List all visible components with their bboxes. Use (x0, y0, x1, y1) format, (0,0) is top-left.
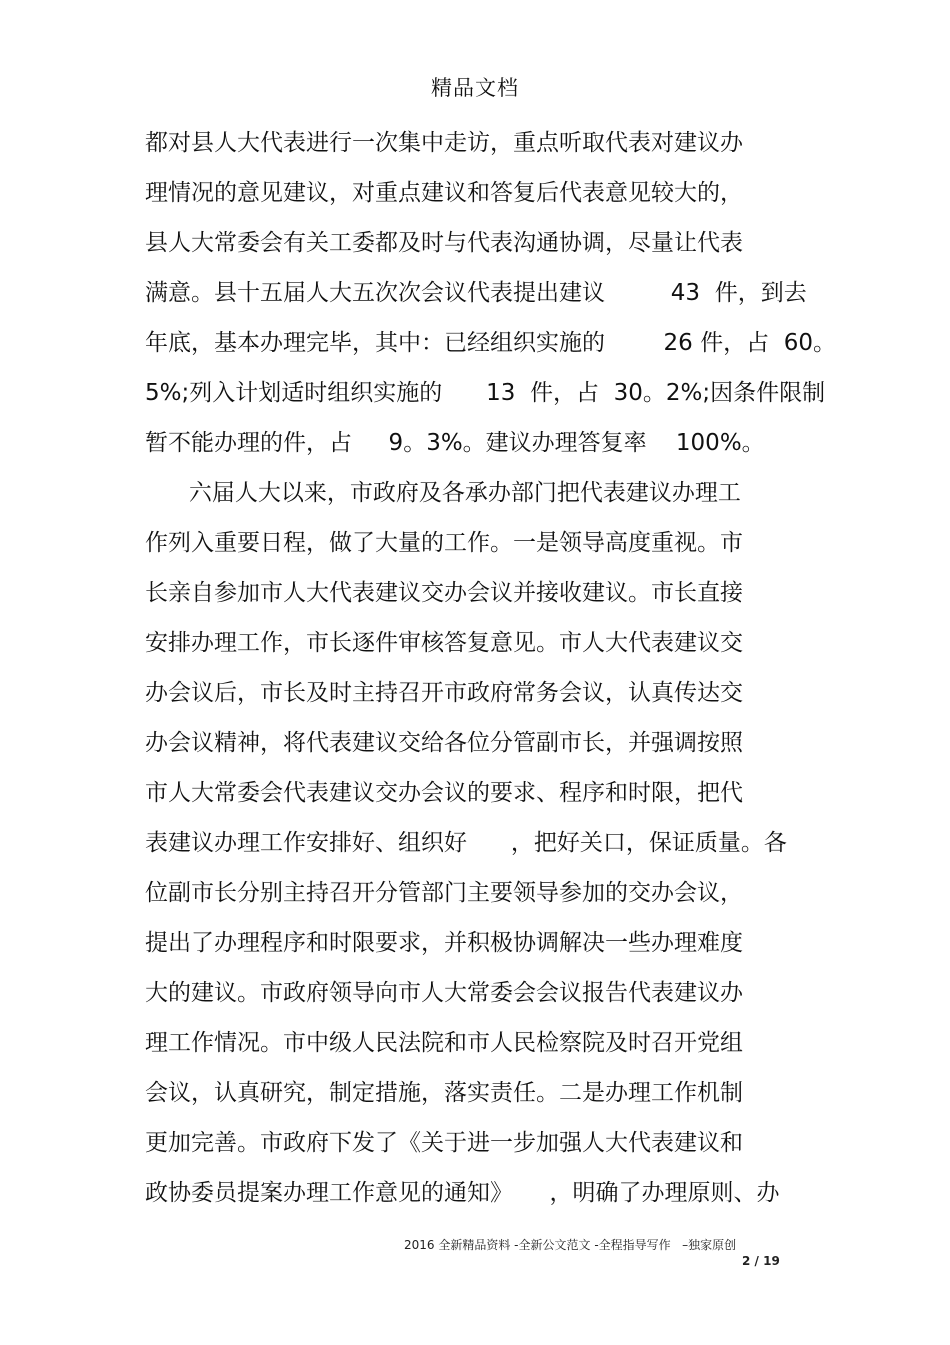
document-body (145, 126, 845, 1226)
body-line: 理情况的意见建议，对重点建议和答复后代表意见较大的， (145, 180, 743, 206)
footer-note: 2016 全新精品资料 -全新公文范文 -全程指导写作 –独家原创 (404, 1238, 737, 1252)
body-line: 暂不能办理的件，占 9。3%。建议办理答复率 100%。 (145, 430, 765, 456)
body-line: 位副市长分别主持召开分管部门主要领导参加的交办会议， (145, 880, 743, 906)
body-line: 满意。县十五届人大五次次会议代表提出建议 43 件，到去 (145, 280, 807, 306)
body-line: 办会议后，市长及时主持召开市政府常务会议，认真传达交 (145, 680, 743, 706)
body-line: 安排办理工作，市长逐件审核答复意见。市人大代表建议交 (145, 630, 743, 656)
body-line: 会议，认真研究，制定措施，落实责任。二是办理工作机制 (145, 1080, 743, 1106)
body-line: 表建议办理工作安排好、组织好 ，把好关口，保证质量。各 (145, 830, 787, 856)
body-line: 都对县人大代表进行一次集中走访，重点听取代表对建议办 (145, 130, 743, 156)
body-line: 提出了办理程序和时限要求，并积极协调解决一些办理难度 (145, 930, 743, 956)
page-header: 精品文档 (431, 76, 519, 100)
body-line: 年底，基本办理完毕，其中：已经组织实施的 26 件，占 60。 (145, 330, 836, 356)
body-line: 县人大常委会有关工委都及时与代表沟通协调，尽量让代表 (145, 230, 743, 256)
body-line: 理工作情况。市中级人民法院和市人民检察院及时召开党组 (145, 1030, 743, 1056)
body-line: 长亲自参加市人大代表建议交办会议并接收建议。市长直接 (145, 580, 743, 606)
page-number: 2 / 19 (742, 1254, 780, 1268)
body-line: 大的建议。市政府领导向市人大常委会会议报告代表建议办 (145, 980, 743, 1006)
body-line: 更加完善。市政府下发了《关于进一步加强人大代表建议和 (145, 1130, 743, 1156)
body-line: 政协委员提案办理工作意见的通知》 ，明确了办理原则、办 (145, 1180, 780, 1206)
body-line: 六届人大以来，市政府及各承办部门把代表建议办理工 (145, 480, 741, 506)
body-line: 办会议精神，将代表建议交给各位分管副市长，并强调按照 (145, 730, 743, 756)
body-line: 5%;列入计划适时组织实施的 13 件，占 30。2%;因条件限制 (145, 380, 826, 406)
body-line: 作列入重要日程，做了大量的工作。一是领导高度重视。市 (145, 530, 743, 556)
body-line: 市人大常委会代表建议交办会议的要求、程序和时限，把代 (145, 780, 743, 806)
